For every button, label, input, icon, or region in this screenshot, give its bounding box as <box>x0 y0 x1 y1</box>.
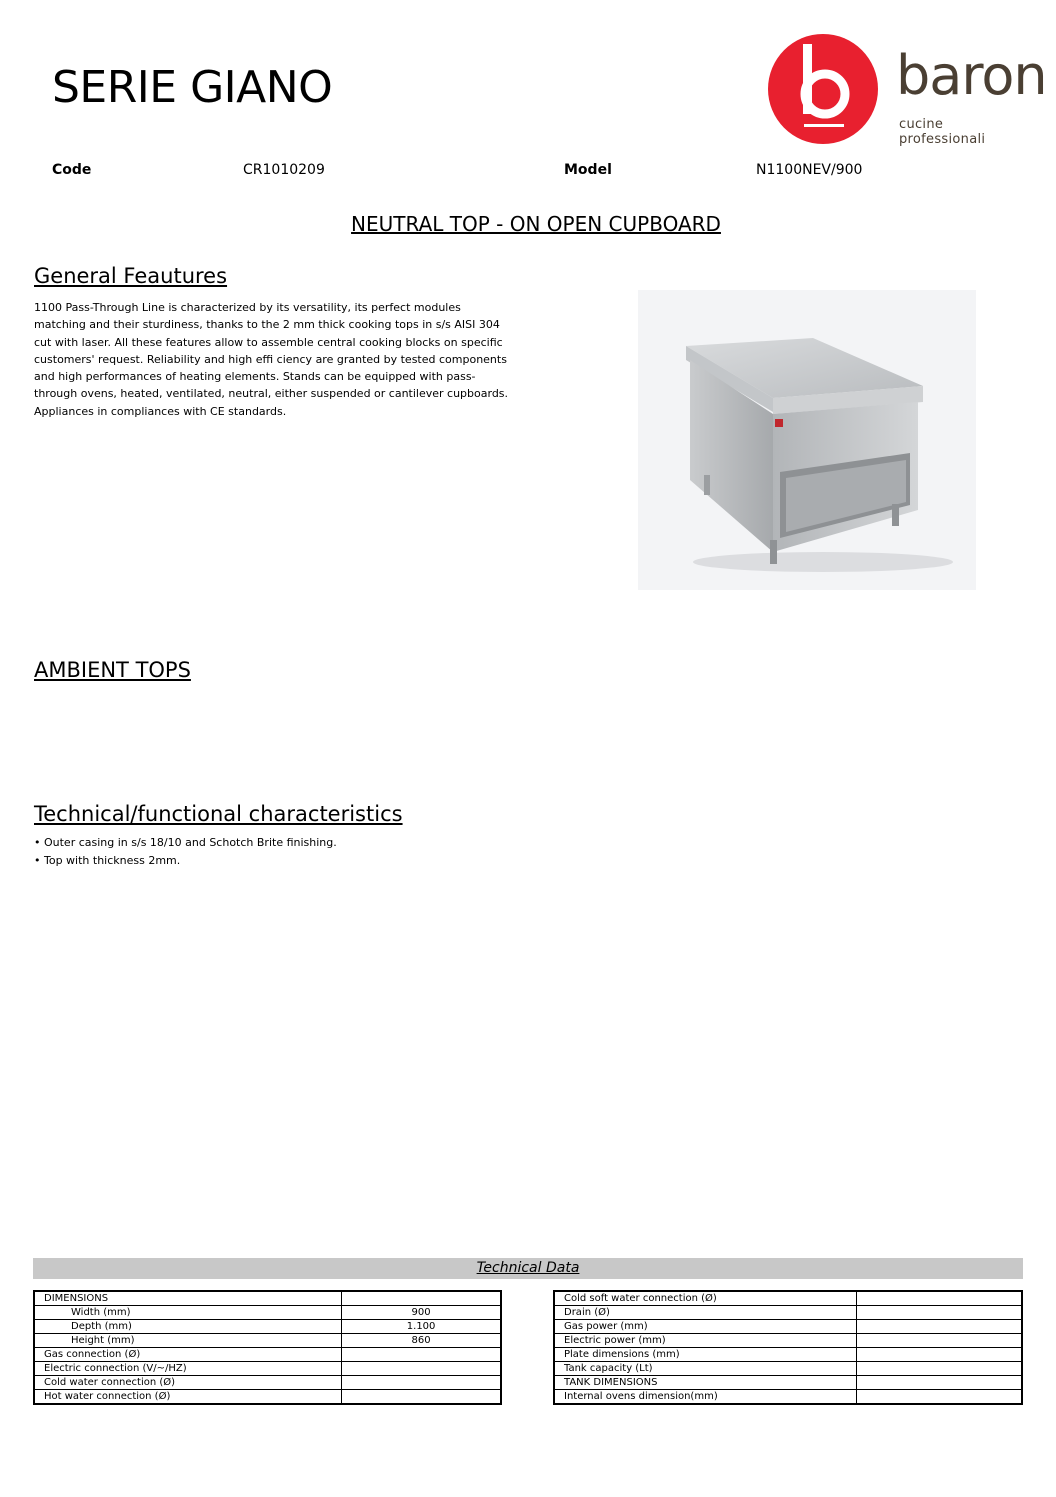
series-title: SERIE GIANO <box>52 62 333 113</box>
logo-wordmark: baron <box>896 44 1047 107</box>
technical-data-left-table <box>33 1290 502 1405</box>
table-row <box>554 1291 1022 1306</box>
spec-label: Gas power (mm) <box>554 1320 857 1334</box>
spec-value <box>342 1390 501 1405</box>
spec-value <box>857 1334 1022 1348</box>
spec-label: Electric connection (V/~/HZ) <box>34 1362 342 1376</box>
technical-bullets <box>34 834 337 869</box>
spec-value <box>857 1362 1022 1376</box>
bullet-item: • Top with thickness 2mm. <box>34 853 181 867</box>
general-features-heading: General Feautures <box>34 264 228 288</box>
table-row <box>554 1334 1022 1348</box>
model-value: N1100NEV/900 <box>756 162 863 178</box>
product-image <box>638 290 976 590</box>
bullet-item: • Outer casing in s/s 18/10 and Schotch Brite finishing. <box>34 836 337 849</box>
spec-value <box>857 1306 1022 1320</box>
table-row <box>34 1362 501 1376</box>
model-label: Model <box>564 162 612 178</box>
spec-label: Depth (mm) <box>34 1320 342 1334</box>
spec-label: Hot water connection (Ø) <box>34 1390 342 1405</box>
spec-value <box>342 1362 501 1376</box>
spec-label: Width (mm) <box>34 1306 342 1320</box>
spec-label: TANK DIMENSIONS <box>554 1376 857 1390</box>
table-row <box>554 1306 1022 1320</box>
logo-tagline: cucine professionali <box>899 117 986 147</box>
product-title: NEUTRAL TOP - ON OPEN CUPBOARD <box>351 212 721 236</box>
spec-label: Drain (Ø) <box>554 1306 857 1320</box>
spec-label: Cold water connection (Ø) <box>34 1376 342 1390</box>
spec-value <box>857 1348 1022 1362</box>
table-row <box>554 1362 1022 1376</box>
spec-label: Internal ovens dimension(mm) <box>554 1390 857 1405</box>
spec-value <box>857 1390 1022 1405</box>
technical-heading: Technical/functional characteristics <box>34 802 403 826</box>
spec-value <box>857 1376 1022 1390</box>
table-row <box>554 1390 1022 1405</box>
table-row <box>554 1320 1022 1334</box>
table-row <box>34 1320 501 1334</box>
code-value: CR1010209 <box>243 162 325 178</box>
spec-value <box>857 1320 1022 1334</box>
table-row <box>34 1376 501 1390</box>
spec-label: DIMENSIONS <box>34 1291 342 1306</box>
spec-label: Electric power (mm) <box>554 1334 857 1348</box>
spec-value: 860 <box>342 1334 501 1348</box>
spec-value <box>342 1291 501 1306</box>
spec-label: Plate dimensions (mm) <box>554 1348 857 1362</box>
baron-logo <box>768 30 1047 147</box>
spec-label: Cold soft water connection (Ø) <box>554 1291 857 1306</box>
general-features-text: 1100 Pass-Through Line is characterized by its versatility, its perfect modules matching and their sturdiness, thanks to the 2 mm thick cooking tops in s/s AISI 304 cut with laser. All these features allow to assemble central cooking blocks on specific customers' request. Reliability and high effi ciency are granted by tested components and high performances of heating elements. Stands can be equipped with pass-through ovens, heated, ventilated, neutral, either suspended or cantilever cupboards. Appliances in compliances with CE standards. <box>34 301 509 418</box>
table-row <box>34 1334 501 1348</box>
table-row <box>34 1306 501 1320</box>
code-label: Code <box>52 162 92 178</box>
table-row <box>34 1291 501 1306</box>
spec-value: 1.100 <box>342 1320 501 1334</box>
category-heading: AMBIENT TOPS <box>34 658 191 682</box>
table-row <box>34 1390 501 1405</box>
table-row <box>554 1348 1022 1362</box>
spec-value: 900 <box>342 1306 501 1320</box>
spec-value <box>342 1376 501 1390</box>
spec-label: Gas connection (Ø) <box>34 1348 342 1362</box>
table-row <box>554 1376 1022 1390</box>
spec-label: Tank capacity (Lt) <box>554 1362 857 1376</box>
spec-label: Height (mm) <box>34 1334 342 1348</box>
logo-circle-icon <box>768 34 878 144</box>
spec-value <box>857 1291 1022 1306</box>
technical-data-title: Technical Data <box>33 1258 1023 1279</box>
spec-value <box>342 1348 501 1362</box>
table-row <box>34 1348 501 1362</box>
technical-data-right-table <box>553 1290 1023 1405</box>
